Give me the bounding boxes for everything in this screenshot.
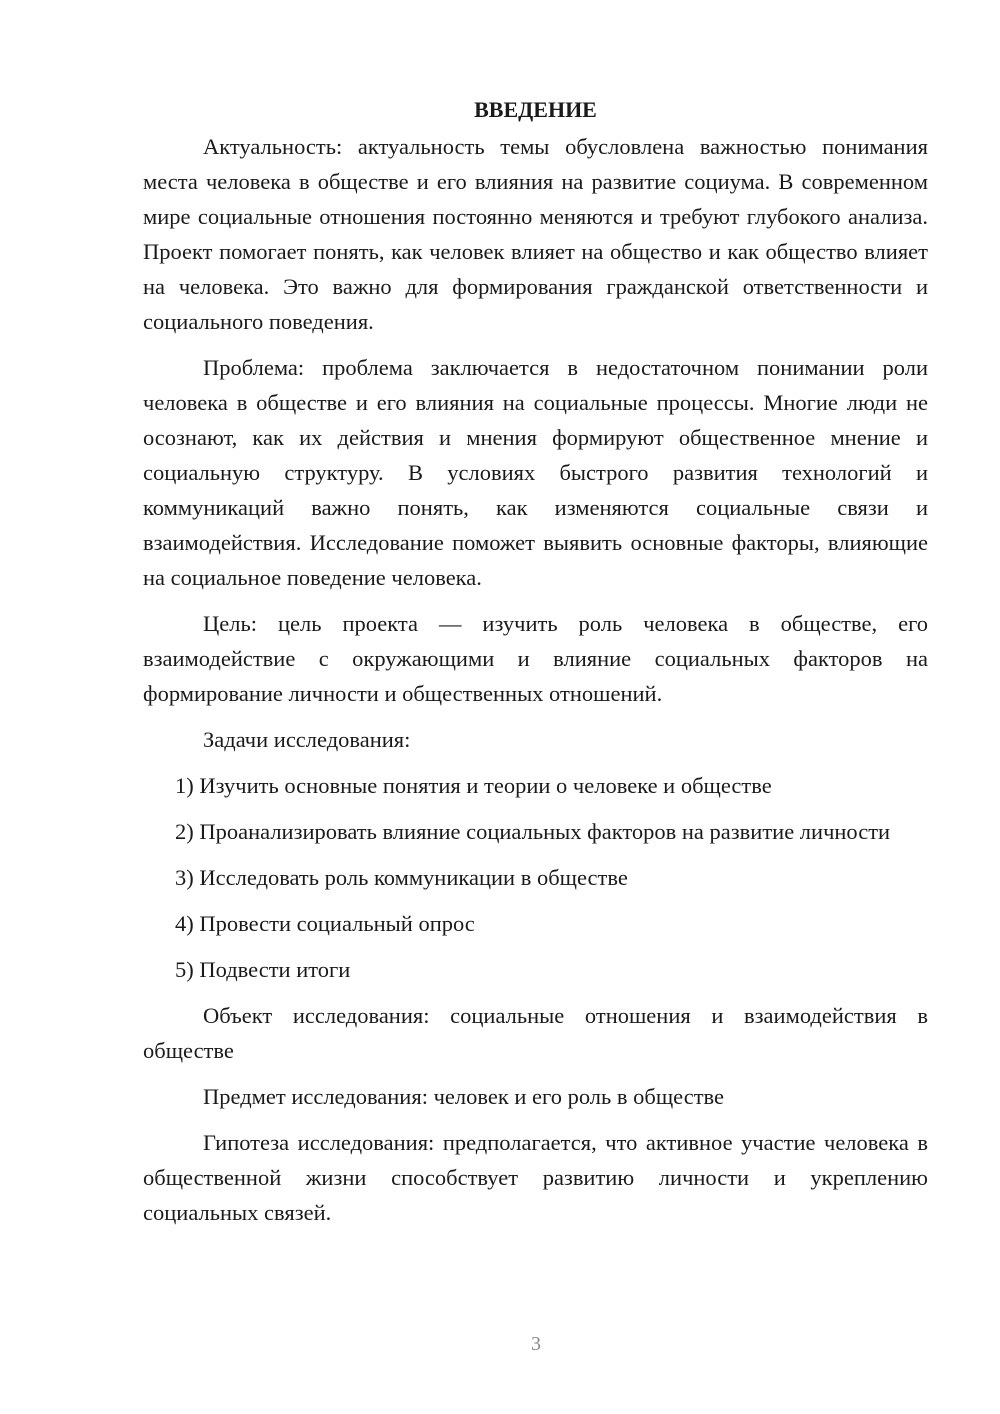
task-item-4: 4) Провести социальный опрос (175, 911, 475, 936)
paragraph-subject: Предмет исследования: человек и его роль в обществе (203, 1084, 725, 1109)
section-heading: ВВЕДЕНИЕ (474, 97, 597, 122)
paragraph-problem: Проблема: проблема заключается в недостаточном понимании роли человека в обществе и его влияния на социальные процессы. Многие люди не осознают, как их действия и мнения формируют общественное мнение и социальную структуру. В условиях быстрого развития технологий и коммуникаций важно понять, как изменяются социальные связи и взаимодействия. Исследование поможет выявить основные факторы, влияющие на социальное поведение человека. (143, 355, 928, 590)
task-item-3: 3) Исследовать роль коммуникации в обществе (175, 865, 628, 890)
tasks-title: Задачи исследования: (203, 727, 411, 752)
paragraph-goal: Цель: цель проекта — изучить роль человека в обществе, его взаимодействие с окружающими и влияние социальных факторов на формирование личности и общественных отношений. (143, 611, 928, 706)
paragraph-hypothesis: Гипотеза исследования: предполагается, что активное участие человека в общественной жизни способствует развитию личности и укреплению социальных связей. (143, 1130, 928, 1225)
task-item-1: 1) Изучить основные понятия и теории о человеке и обществе (175, 773, 772, 798)
document-page (143, 92, 928, 1241)
task-item-2: 2) Проанализировать влияние социальных факторов на развитие личности (175, 819, 891, 844)
page-number: 3 (531, 1333, 541, 1355)
task-item-5: 5) Подвести итоги (175, 957, 351, 982)
paragraph-object: Объект исследования: социальные отношения и взаимодействия в обществе (143, 1003, 928, 1063)
paragraph-relevance: Актуальность: актуальность темы обусловлена важностью понимания места человека в обществе и его влияния на развитие социума. В современном мире социальные отношения постоянно меняются и требуют глубокого анализа. Проект помогает понять, как человек влияет на общество и как общество влияет на человека. Это важно для формирования гражданской ответственности и социального поведения. (143, 134, 928, 334)
